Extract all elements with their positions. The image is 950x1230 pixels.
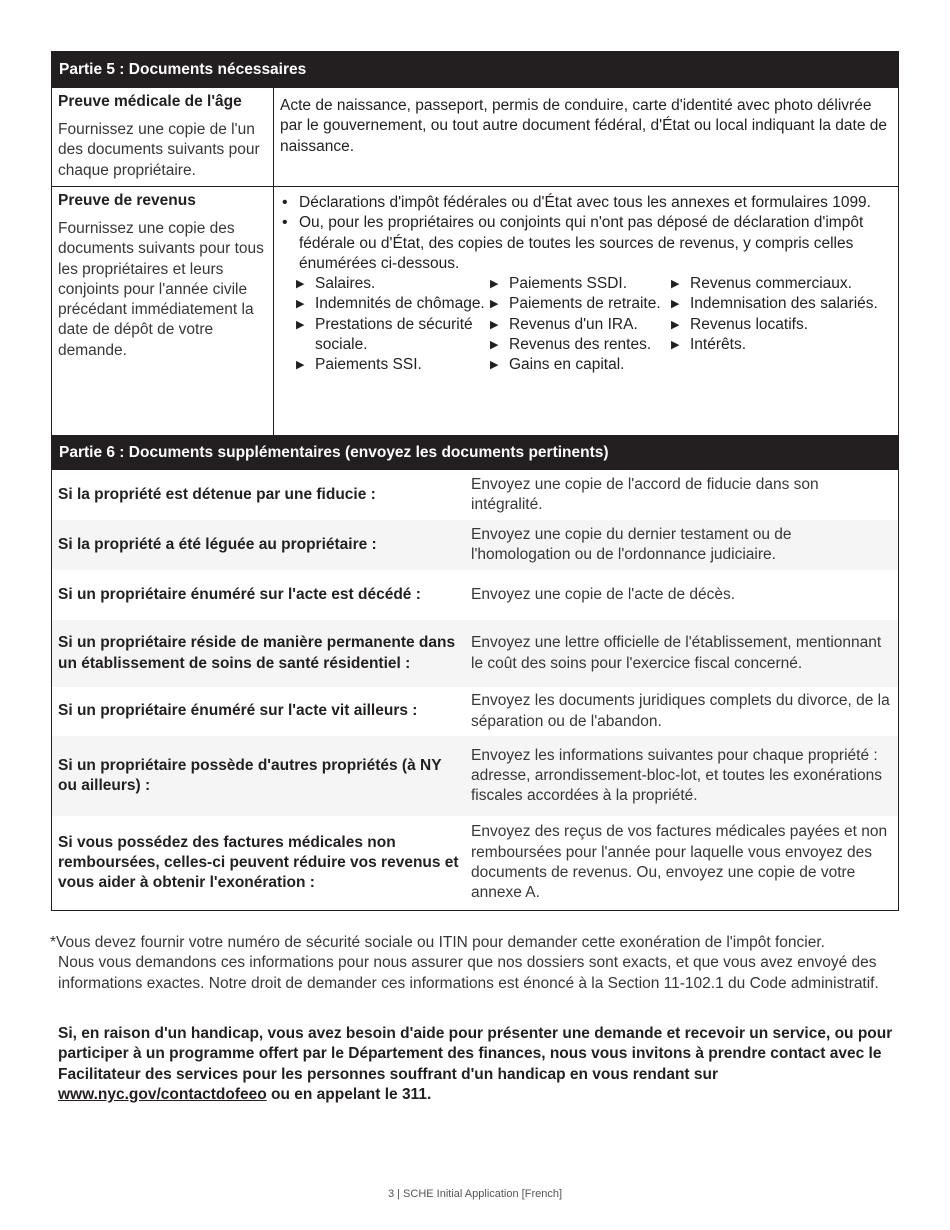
- age-proof-label-cell: [52, 88, 274, 186]
- required-document-cell: Envoyez les documents juridiques complets du divorce, de la séparation ou de l'abandon.: [471, 692, 890, 730]
- income-source-item: ▶ Paiements SSDI.: [488, 274, 669, 294]
- income-source-item: ▶ Salaires.: [294, 274, 488, 294]
- part6-header: Partie 6 : Documents supplémentaires (envoyez les documents pertinents): [52, 435, 898, 470]
- table-row: [52, 570, 898, 620]
- income-bullet-list: [280, 193, 892, 274]
- table-row: [52, 736, 898, 816]
- income-sources-columns: [280, 274, 892, 375]
- income-proof-content: [274, 187, 898, 436]
- table-row: [52, 687, 898, 736]
- contact-link[interactable]: www.nyc.gov/contactdofeeo: [58, 1085, 267, 1103]
- income-source-item: ▶ Revenus des rentes.: [488, 335, 669, 355]
- income-sources-col-3: [669, 274, 892, 375]
- income-source-item: ▶ Revenus d'un IRA.: [488, 315, 669, 335]
- condition-cell: Si un propriétaire énuméré sur l'acte est décédé :: [58, 585, 421, 603]
- income-source-item: ▶ Revenus commerciaux.: [669, 274, 892, 294]
- required-document-cell: Envoyez une copie de l'acte de décès.: [471, 585, 736, 603]
- footnote-line-1: *Vous devez fournir votre numéro de sécurité sociale ou ITIN pour demander cette exonération de l'impôt foncier.: [50, 934, 825, 951]
- condition-cell: Si un propriétaire énuméré sur l'acte vit ailleurs :: [58, 702, 418, 720]
- condition-cell: Si un propriétaire possède d'autres propriétés (à NY ou ailleurs) :: [58, 756, 442, 794]
- age-proof-documents: Acte de naissance, passeport, permis de conduire, carte d'identité avec photo délivrée par le gouvernement, ou tout autre document fédéral, d'État ou local indiquant la date de naissance.: [280, 97, 888, 155]
- table-row: [52, 470, 898, 520]
- required-document-cell: Envoyez une copie du dernier testament ou de l'homologation ou de l'ordonnance judiciaire.: [471, 525, 792, 563]
- age-proof-content: [274, 88, 898, 186]
- accessibility-notice: [58, 1024, 900, 1105]
- income-source-item: ▶ Prestations de sécurité sociale.: [294, 315, 488, 356]
- table-row: [52, 620, 898, 687]
- income-source-item: ▶ Revenus locatifs.: [669, 315, 892, 335]
- condition-cell: Si la propriété est détenue par une fiducie :: [58, 485, 376, 503]
- required-document-cell: Envoyez les informations suivantes pour chaque propriété : adresse, arrondissement-bloc-lot, et toutes les exonérations fiscales accordées à la propriété.: [471, 746, 882, 805]
- income-bullet-tax-returns: • Déclarations d'impôt fédérales ou d'État avec tous les annexes et formulaires 1099.: [280, 193, 892, 213]
- income-source-item: ▶ Indemnisation des salariés.: [669, 294, 892, 314]
- page-footer: 3 | SCHE Initial Application [French]: [387, 1188, 563, 1200]
- table-row: [52, 520, 898, 570]
- income-source-item: ▶ Gains en capital.: [488, 355, 669, 375]
- condition-cell: Si un propriétaire réside de manière permanente dans un établissement de soins de santé résidentiel :: [58, 634, 456, 672]
- footnote-rest: Nous vous demandons ces informations pour nous assurer que nos dossiers sont exacts, et que vous avez envoyé des informations exactes. Notre droit de demander ces informations est énoncé à la Section 11-102.1 du Code administratif.: [58, 954, 879, 992]
- part6-section: [51, 435, 899, 911]
- required-document-cell: Envoyez une copie de l'accord de fiducie dans son intégralité.: [471, 475, 819, 513]
- condition-cell: Si vous possédez des factures médicales non remboursées, celles-ci peuvent réduire vos revenus et vous aider à obtenir l'exonération :: [58, 833, 459, 892]
- income-bullet-other-sources: • Ou, pour les propriétaires ou conjoints qui n'ont pas déposé de déclaration d'impôt fédérale ou d'État, des copies de toutes les sources de revenus, y compris celles énumérées ci-dessous.: [280, 213, 892, 274]
- required-document-cell: Envoyez des reçus de vos factures médicales payées et non remboursées pour l'année pour laquelle vous envoyez des documents de revenus. Ou, envoyez une copie de votre annexe A.: [471, 823, 888, 902]
- income-proof-title: Preuve de revenus: [58, 192, 196, 209]
- age-proof-row: [52, 87, 898, 186]
- part5-section: [51, 51, 899, 437]
- table-row: [52, 816, 898, 910]
- income-source-item: ▶ Intérêts.: [669, 335, 892, 355]
- income-source-item: ▶ Paiements SSI.: [294, 355, 488, 375]
- income-sources-col-2: [488, 274, 669, 375]
- age-proof-description: Fournissez une copie de l'un des documents suivants pour chaque propriétaire.: [58, 121, 260, 179]
- income-source-item: ▶ Indemnités de chômage.: [294, 294, 488, 314]
- accessibility-text: Si, en raison d'un handicap, vous avez besoin d'aide pour présenter une demande et recevoir un service, ou pour participer à un programme offert par le Département des finances, nous vous invitons à prendre contact avec le Facilitateur des services pour les personnes souffrant d'un handicap en vous rendant sur: [58, 1025, 893, 1083]
- income-sources-col-1: [280, 274, 488, 375]
- income-proof-row: [52, 186, 898, 436]
- condition-cell: Si la propriété a été léguée au propriétaire :: [58, 535, 377, 553]
- income-proof-description: Fournissez une copie des documents suivants pour tous les propriétaires et leurs conjoints pour l'année civile précédant immédiatement la date de dépôt de votre demande.: [58, 220, 264, 359]
- income-source-item: ▶ Paiements de retraite.: [488, 294, 669, 314]
- age-proof-title: Preuve médicale de l'âge: [58, 93, 242, 110]
- accessibility-text-after: ou en appelant le 311.: [271, 1085, 432, 1103]
- income-proof-label-cell: [52, 187, 274, 436]
- part5-header: Partie 5 : Documents nécessaires: [52, 52, 898, 87]
- required-document-cell: Envoyez une lettre officielle de l'établissement, mentionnant le coût des soins pour l'exercice fiscal concerné.: [471, 634, 882, 672]
- ssn-footnote: [50, 933, 900, 994]
